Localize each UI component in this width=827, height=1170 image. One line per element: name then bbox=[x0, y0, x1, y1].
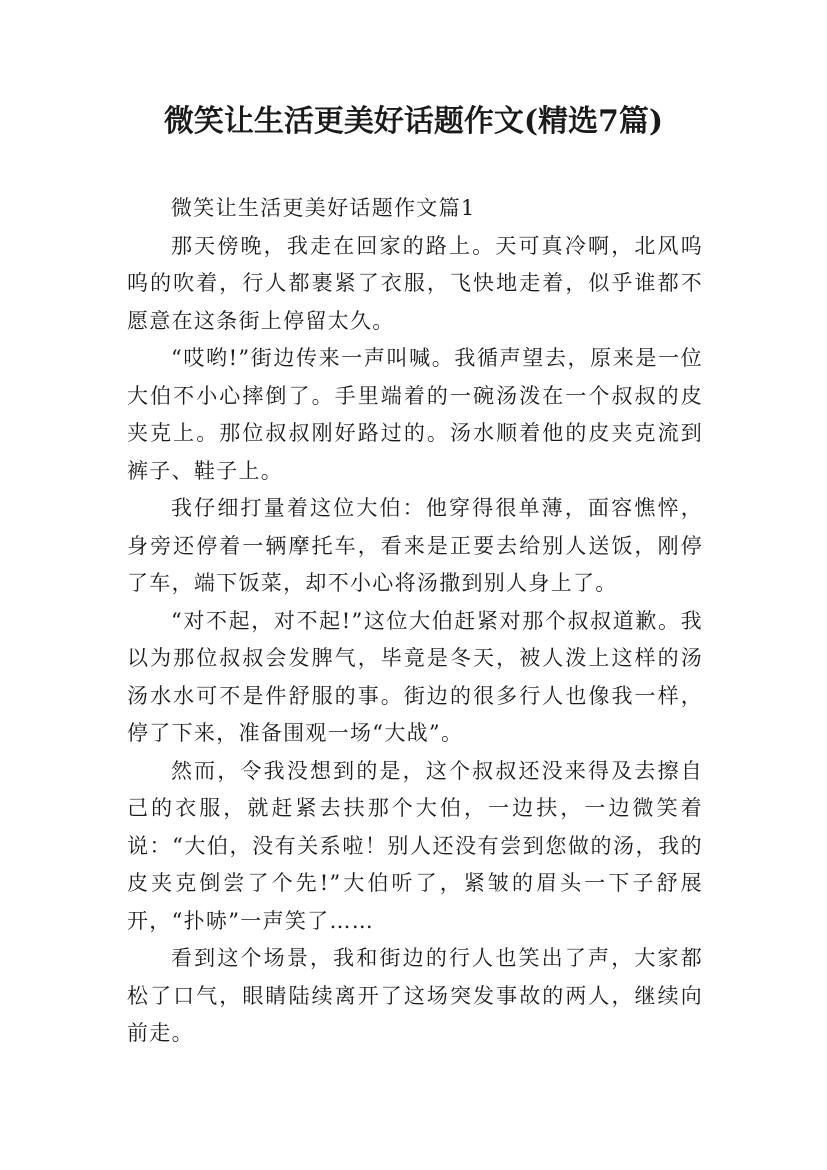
paragraph-3: 我仔细打量着这位大伯：他穿得很单薄，面容憔悴，身旁还停着一辆摩托车，看来是正要去给别人送饭，刚停了车，端下饭菜，却不小心将汤撒到别人身上了。 bbox=[127, 496, 703, 595]
document-title: 微笑让生活更美好话题作文(精选7篇) bbox=[163, 104, 664, 139]
paragraph-4: “对不起，对不起!”这位大伯赶紧对那个叔叔道歉。我以为那位叔叔会发脾气，毕竟是冬天，被人泼上这样的汤汤水水可不是件舒服的事。街边的很多行人也像我一样，停了下来，准备围观一场“大战”。 bbox=[127, 608, 703, 745]
paragraph-2: “哎哟!”街边传来一声叫喊。我循声望去，原来是一位大伯不小心摔倒了。手里端着的一碗汤泼在一个叔叔的皮夹克上。那位叔叔刚好路过的。汤水顺着他的皮夹克流到裤子、鞋子上。 bbox=[127, 346, 703, 483]
paragraph-6: 看到这个场景，我和街边的行人也笑出了声，大家都松了口气，眼睛陆续离开了这场突发事故的两人，继续向前走。 bbox=[127, 946, 703, 1045]
section-heading: 微笑让生活更美好话题作文篇1 bbox=[171, 196, 476, 220]
document-body bbox=[127, 190, 703, 1053]
paragraph-1: 那天傍晚，我走在回家的路上。天可真冷啊，北风呜呜的吹着，行人都裹紧了衣服，飞快地走着，似乎谁都不愿意在这条街上停留太久。 bbox=[127, 233, 703, 333]
paragraph-5: 然而，令我没想到的是，这个叔叔还没来得及去擦自己的衣服，就赶紧去扶那个大伯，一边扶，一边微笑着说：“大伯，没有关系啦！别人还没有尝到您做的汤，我的皮夹克倒尝了个先!”大伯听了，紧皱的眉头一下子舒展开，“扑哧”一声笑了…… bbox=[127, 758, 703, 933]
